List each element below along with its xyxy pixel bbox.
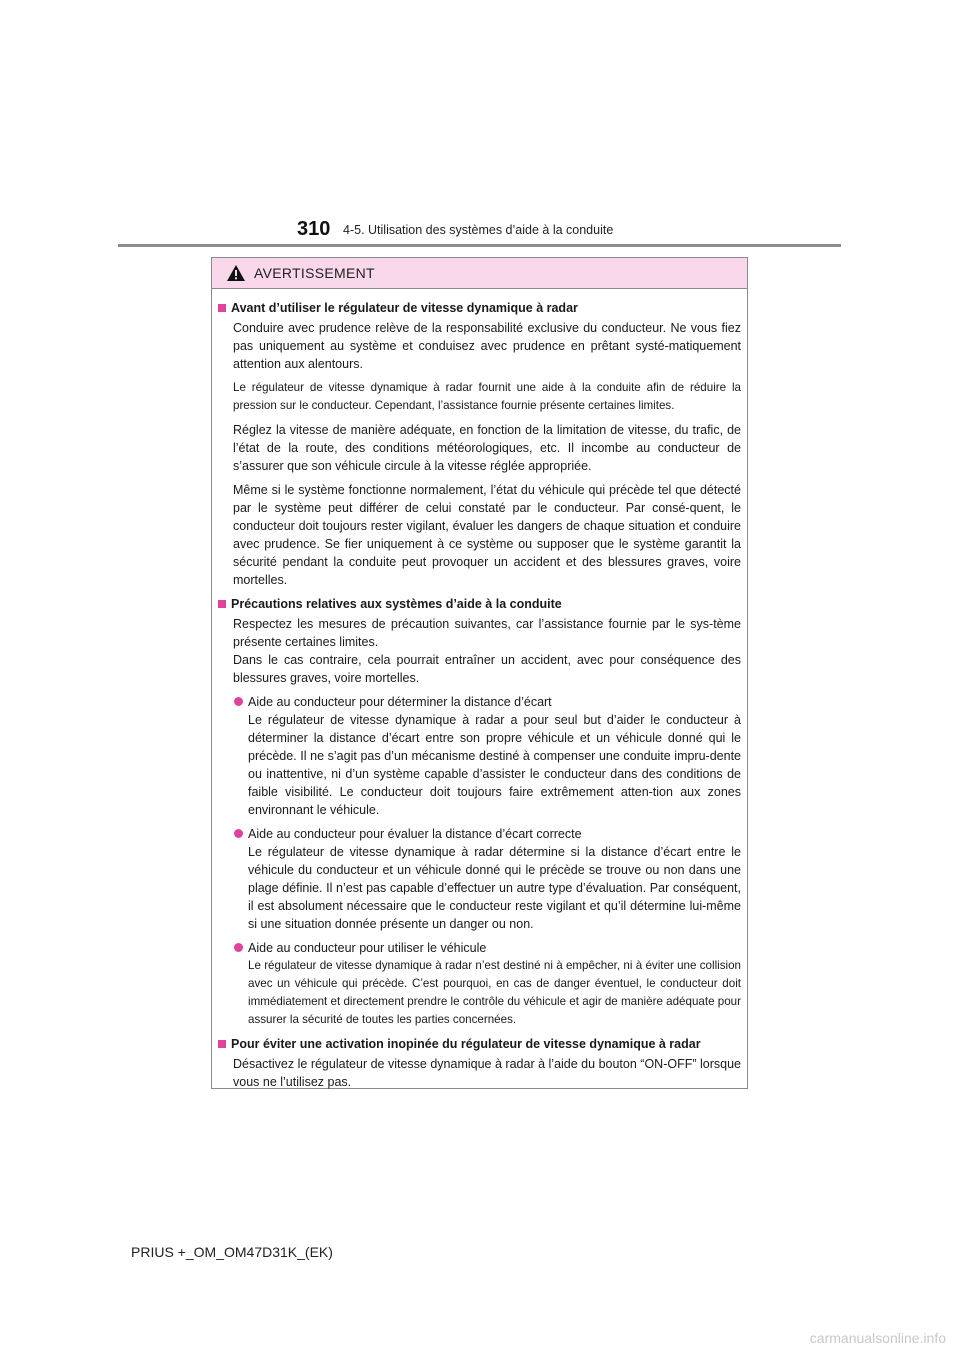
sub-item-content	[248, 825, 741, 933]
square-bullet-icon	[218, 304, 226, 312]
paragraph: Même si le système fonctionne normalement, l’état du véhicule qui précède tel que détecté par le système peut différer de celui constaté par le conducteur. Par consé-quent, le conducteur doit toujours rester vigilant, évaluer les dangers de chaque situation et conduire avec prudence. Se fier uniquement à ce système ou supposer que le système garantit la sécurité pendant la conduite peut provoquer un accident et des blessures graves, voire mortelles.	[233, 483, 741, 587]
sub-item-content	[248, 939, 741, 1029]
warning-title: AVERTISSEMENT	[254, 265, 375, 281]
section-before-use	[217, 299, 741, 589]
paragraph: Le régulateur de vitesse dynamique à radar fournit une aide à la conduite afin de réduire la pression sur le conducteur. Cependant, l’assistance fournie présente certaines limites.	[233, 381, 741, 412]
watermark: carmanualsonline.info	[809, 1330, 946, 1346]
round-bullet-icon	[234, 943, 243, 952]
section-precautions	[217, 595, 741, 1029]
sub-item	[233, 825, 741, 933]
section-heading	[217, 299, 741, 317]
section-heading-text: Précautions relatives aux systèmes d’aide à la conduite	[231, 597, 562, 611]
sub-item-title: Aide au conducteur pour évaluer la distance d’écart correcte	[248, 827, 582, 841]
chapter-title: 4-5. Utilisation des systèmes d’aide à la conduite	[343, 223, 614, 237]
section-heading-text: Avant d’utiliser le régulateur de vitesse dynamique à radar	[231, 301, 578, 315]
section-avoid-activation	[217, 1035, 741, 1091]
sub-item	[233, 693, 741, 819]
section-heading	[217, 1035, 741, 1053]
square-bullet-icon	[218, 1040, 226, 1048]
section-heading	[217, 595, 741, 613]
paragraph: Désactivez le régulateur de vitesse dynamique à radar à l’aide du bouton “ON-OFF” lorsque vous ne l’utilisez pas.	[233, 1057, 741, 1089]
sub-item	[233, 939, 741, 1029]
warning-triangle-icon	[226, 264, 246, 282]
warning-box	[211, 257, 748, 1089]
sub-item-text: Le régulateur de vitesse dynamique à radar détermine si la distance d’écart entre le véhicule du conducteur et un véhicule donné qui le précède se trouve ou non dans une plage définie. Il n’est pas capable d’effectuer un autre type d’évaluation. Par conséquent, il est absolument nécessaire que le conducteur reste vigilant et qu’il détermine lui-même si une situation donnée présente un danger ou non.	[248, 845, 741, 931]
sub-item-title: Aide au conducteur pour utiliser le véhicule	[248, 941, 487, 955]
warning-header	[212, 258, 747, 289]
header-divider	[118, 244, 841, 247]
sub-item-title: Aide au conducteur pour déterminer la distance d’écart	[248, 695, 552, 709]
sub-item-text: Le régulateur de vitesse dynamique à radar n’est destiné ni à empêcher, ni à éviter une collision avec un véhicule qui précède. C’est pourquoi, en cas de danger éventuel, le conducteur doit immédiatement et directement prendre le contrôle du véhicule et agir de manière adéquate pour assurer la sécurité de toutes les parties concernées.	[248, 959, 741, 1026]
section-heading-text: Pour éviter une activation inopinée du régulateur de vitesse dynamique à radar	[231, 1037, 701, 1051]
round-bullet-icon	[234, 829, 243, 838]
paragraph: Dans le cas contraire, cela pourrait entraîner un accident, avec pour conséquence des blessures graves, voire mortelles.	[233, 653, 741, 685]
paragraph: Respectez les mesures de précaution suivantes, car l’assistance fournie par le sys-tème présente certaines limites.	[233, 617, 741, 649]
sub-item-text: Le régulateur de vitesse dynamique à radar a pour seul but d’aider le conducteur à déterminer la distance d’écart entre son propre véhicule et un véhicule donné qui le précède. Il ne s’agit pas d’un mécanisme destiné à compenser une conduite impru-dente ou inattentive, ni d’un système capable d’assister le conducteur dans des conditions de faible visibilité. Le conducteur doit toujours faire extrêmement atten-tion aux zones environnant le véhicule.	[248, 713, 741, 817]
square-bullet-icon	[218, 600, 226, 608]
round-bullet-icon	[234, 697, 243, 706]
model-code: PRIUS +_OM_OM47D31K_(EK)	[131, 1244, 333, 1260]
warning-body	[212, 289, 747, 1091]
paragraph: Conduire avec prudence relève de la responsabilité exclusive du conducteur. Ne vous fiez pas uniquement au système et conduisez avec prudence en prêtant systé-matiquement attention aux alentours.	[233, 321, 741, 371]
page-number: 310	[297, 218, 331, 240]
paragraph: Réglez la vitesse de manière adéquate, en fonction de la limitation de vitesse, du trafic, de l’état de la route, des conditions météorologiques, etc. Il incombe au conducteur de s’assurer que son véhicule circule à la vitesse réglée appropriée.	[233, 423, 741, 473]
sub-item-content	[248, 693, 741, 819]
